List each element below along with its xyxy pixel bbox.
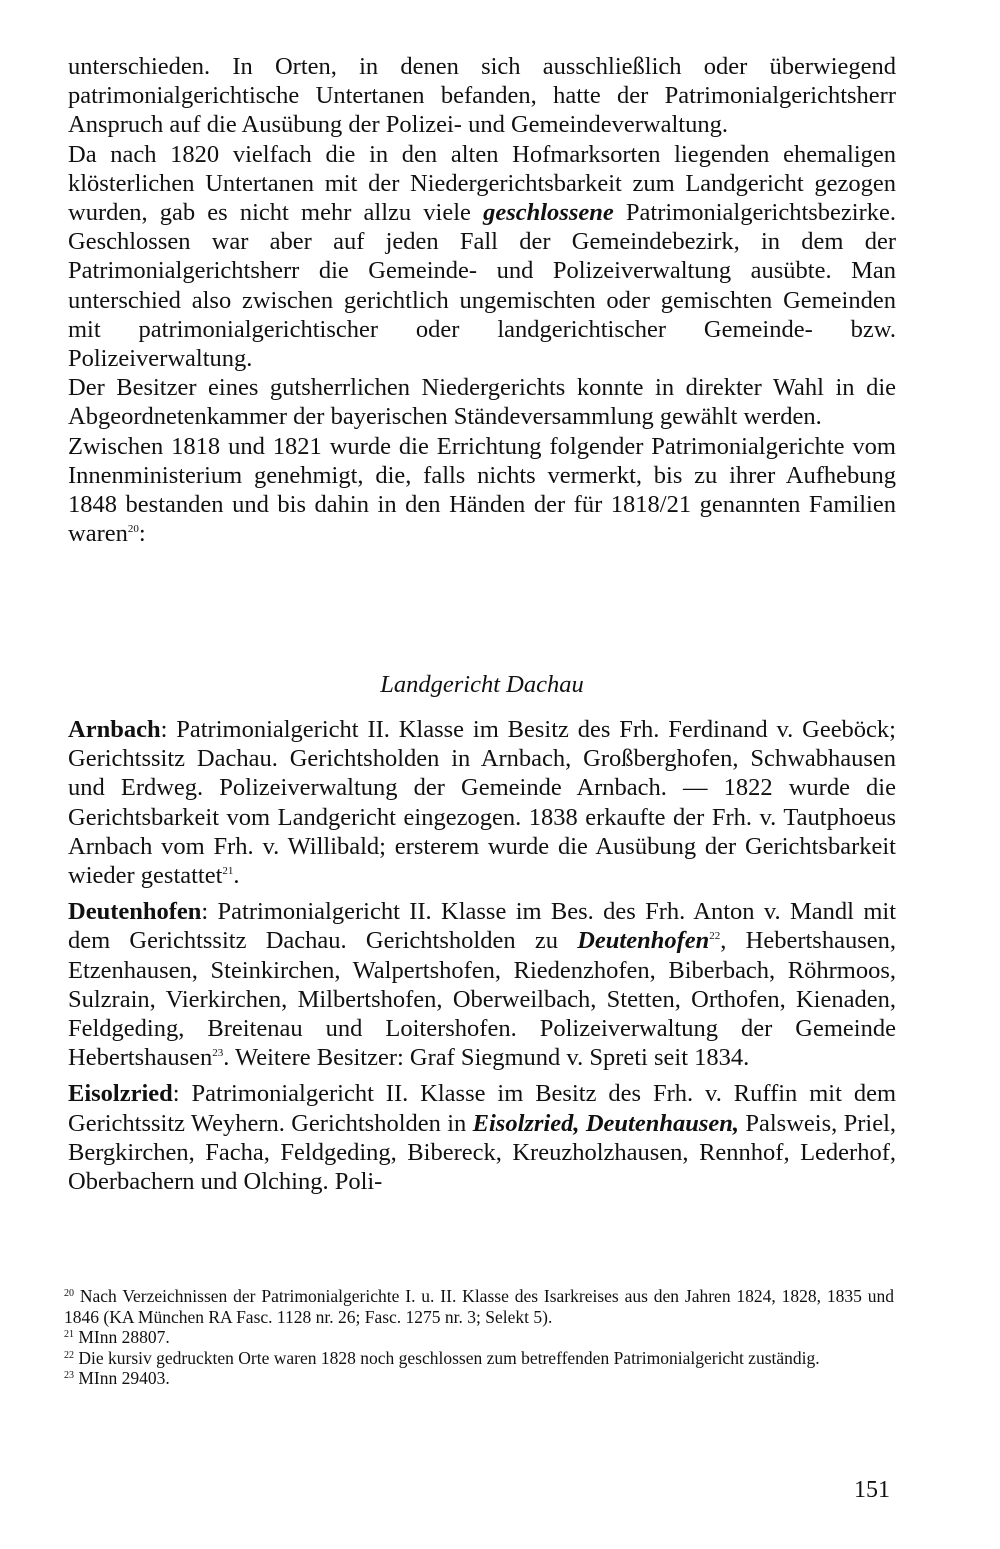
entry-eisolzried — [68, 1079, 896, 1196]
paragraph-4-end: : — [138, 520, 146, 548]
entry-eisolzried-text-a: : Patrimonialgericht II. Klasse im Besitz des Frh. v. Ruffin mit dem Gerichtssitz Weyhern. Gerichtsholden in — [68, 1080, 896, 1137]
footnote-23 — [64, 1368, 894, 1389]
paragraph-2 — [68, 140, 896, 374]
footnotes — [64, 1286, 894, 1389]
footnote-number: 20 — [64, 1288, 74, 1299]
footnote-ref-21[interactable]: 21 — [222, 865, 234, 878]
footnote-text: MInn 28807. — [78, 1327, 170, 1347]
entry-eisolzried-name: Eisolzried — [68, 1080, 173, 1108]
entry-deutenhofen-italic: Deutenhofen — [577, 927, 710, 955]
entry-arnbach — [68, 715, 896, 890]
paragraph-2-text-a: Da nach 1820 vielfach die in den alten Hofmarksorten liegenden ehemaligen klösterlichen Untertanen mit der Niedergerichtsbarkeit zum Landgericht gezogen wurden, gab es nicht mehr allzu viele — [68, 140, 896, 227]
entry-deutenhofen — [68, 897, 896, 1072]
entry-arnbach-end: . — [233, 862, 240, 890]
footnote-22 — [64, 1348, 894, 1369]
entry-arnbach-text: : Patrimonialgericht II. Klasse im Besitz des Frh. Ferdinand v. Geeböck; Gerichtssitz Dachau. Gerichtsholden in Arnbach, Großberghofen, Schwabhausen und Erdweg. Polizeiverwaltung der Gemeinde Arnbach. — 1822 wurde die Gerichtsbarkeit vom Landgericht eingezogen. 1838 erkaufte der Frh. v. Tautphoeus Arnbach vom Frh. v. Willibald; ersterem wurde die Ausübung der Gerichtsbarkeit wieder gestattet — [68, 716, 896, 890]
entry-deutenhofen-text-b: , Hebertshausen, Etzenhausen, Steinkirchen, Walpertshofen, Riedenzhofen, Biberbach, Röhrmoos, Sulzrain, Vierkirchen, Milbertshofen, Oberweilbach, Stetten, Orthofen, Kienaden, Feldgeding, Breitenau und Loitershofen. Polizeiverwaltung der Gemeinde Hebertshausen — [68, 927, 896, 1072]
footnote-number: 23 — [64, 1370, 74, 1381]
section-heading: Landgericht Dachau — [380, 671, 584, 698]
entry-arnbach-name: Arnbach — [68, 716, 161, 743]
paragraph-4 — [68, 432, 896, 549]
paragraph-1: unterschieden. In Orten, in denen sich ausschließlich oder überwiegend patrimonialgerichtische Untertanen befanden, hatte der Patrimonialgerichtsherr Anspruch auf die Ausübung der Polizei- und Gemeindeverwaltung. — [68, 53, 896, 139]
entry-deutenhofen-name: Deutenhofen — [68, 898, 202, 926]
footnote-ref-22[interactable]: 22 — [709, 930, 721, 943]
footnote-number: 21 — [64, 1329, 74, 1340]
paragraph-3: Der Besitzer eines gutsherrlichen Niedergerichts konnte in direkter Wahl in die Abgeordnetenkammer der bayerischen Ständeversammlung gewählt werden. — [68, 374, 896, 431]
paragraph-2-italic: geschlossene — [483, 199, 614, 227]
paragraph-2-text-b: Patrimonialgerichtsbezirke. Geschlossen war aber auf jeden Fall der Gemeindebezirk, in dem der Patrimonialgerichtsherr die Gemeinde- und Polizeiverwaltung ausübte. Man unterschied also zwischen gerichtlich ungemischten oder gemischten Gemeinden mit patrimonialgerichtischer oder landgerichtischer Gemeinde- bzw. Polizeiverwaltung. — [68, 199, 896, 373]
footnote-number: 22 — [64, 1349, 74, 1361]
page-number: 151 — [854, 1477, 890, 1503]
footnote-text: Nach Verzeichnissen der Patrimonialgerichte I. u. II. Klasse des Isarkreises aus den Jahren 1824, 1828, 1835 und 1846 (KA München RA Fasc. 1128 nr. 26; Fasc. 1275 nr. 3; Selekt 5). — [64, 1286, 895, 1327]
footnote-ref-23[interactable]: 23 — [212, 1047, 224, 1060]
footnote-20 — [64, 1286, 894, 1327]
entry-eisolzried-italic: Eisolzried, Deutenhausen, — [472, 1109, 740, 1137]
body-text — [68, 52, 896, 548]
paragraph-4-text: Zwischen 1818 und 1821 wurde die Errichtung folgender Patrimonialgerichte vom Innenministerium genehmigt, die, falls nichts vermerkt, bis zu ihrer Aufhebung 1848 bestanden und bis dahin in den Händen der für 1818/21 genannten Familien waren — [68, 432, 896, 548]
entry-deutenhofen-text-a: : Patrimonialgericht II. Klasse im Bes. des Frh. Anton v. Mandl mit dem Gerichtssitz Dachau. Gerichtsholden zu — [68, 898, 896, 955]
footnote-text: MInn 29403. — [78, 1368, 170, 1388]
footnote-21 — [64, 1327, 894, 1348]
entry-deutenhofen-text-c: . Weitere Besitzer: Graf Siegmund v. Spreti seit 1834. — [223, 1044, 750, 1072]
entry-eisolzried-text-b: Palsweis, Priel, Bergkirchen, Facha, Feldgeding, Bibereck, Kreuzholzhausen, Rennhof, Lederhof, Oberbachern und Olching. Poli- — [68, 1109, 896, 1196]
footnote-text: Die kursiv gedruckten Orte waren 1828 noch geschlossen zum betreffenden Patrimonialgericht zuständig. — [78, 1347, 820, 1368]
footnote-ref-20[interactable]: 20 — [127, 523, 139, 536]
court-entries — [68, 715, 896, 1203]
